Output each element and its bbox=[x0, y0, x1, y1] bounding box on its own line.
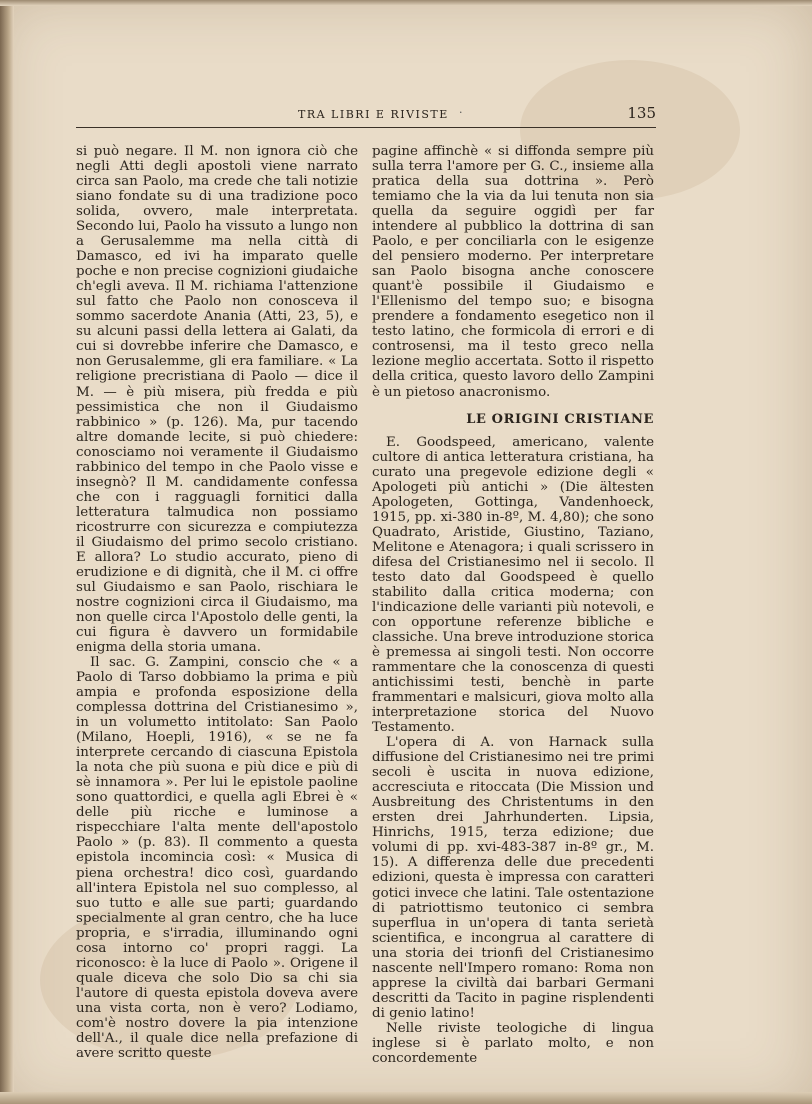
paragraph: E. Goodspeed, americano, valente cultore di antica letteratura cristiana, ha curato una pregevole edizione degli « Apologeti più antichi » (Die ältesten Apologeten, Gottinga, Vandenhoeck, 1915, pp. xi-380 in-8º, M. 4,80); che sono Quadrato, Aristide, Giustino, Taziano, Melitone e Atenagora; i quali scrissero in difesa del Cristianesimo nel ii secolo. Il testo dato dal Goodspeed è quello stabilito dalla critica moderna; con l'indicazione delle varianti più notevoli, e con opportune referenze bibliche e classiche. Una breve introduzione storica è premessa ai singoli testi. Non occorre rammentare che la conoscenza di questi antichissimi testi, benchè in parte frammentari e malsicuri, giova molto alla interpretazione storica del Nuovo Testamento. bbox=[372, 434, 654, 736]
right-column bbox=[372, 144, 654, 1066]
page-number: 135 bbox=[627, 104, 656, 122]
page-top-edge bbox=[0, 0, 812, 6]
left-column bbox=[76, 144, 358, 1061]
paragraph: Il sac. G. Zampini, conscio che « a Paolo di Tarso dobbiamo la prima e più ampia e profonda esposizione della complessa dottrina del Cristianesimo », in un volumetto intitolato: San Paolo (Milano, Hoepli, 1916), « se ne fa interprete cercando di ciascuna Epistola la nota che più suona e più dice e più di sè innamora ». Per lui le epistole paoline sono quattordici, e quella agli Ebrei è « delle più ricche e luminose a rispecchiare l'alta mente dell'apostolo Paolo » (p. 83). Il commento a questa epistola incomincia così: « Musica di piena orchestra! dico così, guardando all'intera Epistola nel suo complesso, al suo tutto e alle sue parti; guardando specialmente al gran centro, che ha luce propria, e s'irradia, illuminando ogni cosa intorno co' propri raggi. La riconosco: è la luce di Paolo ». Origene il quale diceva che solo Dio sa chi sia l'autore di questa epistola doveva avere una vista corta, non è vero? Lodiamo, com'è nostro dovere la pia intenzione dell'A., il quale dice nella prefazione di avere scritto queste bbox=[76, 655, 358, 1061]
paragraph: L'opera di A. von Harnack sulla diffusione del Cristianesimo nei tre primi secoli è uscita in nuova edizione, accresciuta e ritoccata (Die Mission und Ausbreitung des Christentums in den ersten drei Jahrhunderten. Lipsia, Hinrichs, 1915, terza edizione; due volumi di pp. xvi-483-387 in-8º gr., M. 15). A differenza delle due precedenti edizioni, questa è impressa con caratteri gotici invece che latini. Tale ostentazione di patriottismo teutonico ci sembra superflua in un'opera di tanta serietà scientifica, e incongrua al carattere di una storia dei trionfi del Cristianesimo nascente nell'Impero romano: Roma non apprese la civiltà dai barbari Germani descritti da Tacito in pagine risplendenti di genio latino! bbox=[372, 735, 654, 1021]
paragraph: pagine affinchè « si diffonda sempre più sulla terra l'amore per G. C., insieme alla pratica della sua dottrina ». Però temiamo che la via da lui tenuta non sia quella da seguire oggidì per far intendere al pubblico la dottrina di san Paolo, e per conciliarla con le esigenze del pensiero moderno. Per interpretare san Paolo bisogna anche conoscere quant'è possibile il Giudaismo e l'Ellenismo del tempo suo; e bisogna prendere a fondamento esegetico non il testo latino, che formicola di errori e di controsensi, ma il testo greco nella lezione meglio accertata. Sotto il rispetto della critica, questo lavoro dello Zampini è un pietoso anacronismo. bbox=[372, 144, 654, 400]
running-header bbox=[76, 104, 656, 126]
running-head-title: TRA LIBRI E RIVISTE bbox=[298, 108, 449, 121]
header-mark: · bbox=[459, 106, 463, 119]
section-title: LE ORIGINI CRISTIANE bbox=[466, 411, 654, 427]
page-left-edge bbox=[0, 0, 14, 1104]
page-bottom-edge bbox=[0, 1092, 812, 1104]
header-rule bbox=[76, 127, 656, 128]
paragraph: Nelle riviste teologiche di lingua inglese si è parlato molto, e non concordemente bbox=[372, 1020, 654, 1066]
paragraph: si può negare. Il M. non ignora ciò che negli Atti degli apostoli viene narrato circa san Paolo, ma crede che tali notizie siano fondate su di una tradizione poco solida, ovvero, male interpretata. Secondo lui, Paolo ha vissuto a lungo non a Gerusalemme ma nella città di Damasco, ed ivi ha imparato quelle poche e non precise cognizioni giudaiche ch'egli aveva. Il M. richiama l'attenzione sul fatto che Paolo non conosceva il sommo sacerdote Anania (Atti, 23, 5), e su alcuni passi della lettera ai Galati, da cui si dovrebbe inferire che Damasco, e non Gerusalemme, gli era familiare. « La religione precristiana di Paolo — dice il M. — è più misera, più fredda e più pessimistica che non il Giudaismo rabbinico » (p. 126). Ma, pur tacendo altre domande lecite, si può chiedere: conosciamo noi veramente il Giudaismo rabbinico del tempo in che Paolo visse e insegnò? Il M. candidamente confessa che con i ragguagli fornitici dalla letteratura talmudica non possiamo ricostrurre con sicurezza e compiutezza il Giudaismo del primo secolo cristiano. E allora? Lo studio accurato, pieno di erudizione e di dignità, che il M. ci offre sul Giudaismo e san Paolo, rischiara le nostre cognizioni circa il Giudaismo, ma non quelle circa l'Apostolo delle genti, la cui figura è davvero un formidabile enigma della storia umana. bbox=[76, 144, 358, 656]
